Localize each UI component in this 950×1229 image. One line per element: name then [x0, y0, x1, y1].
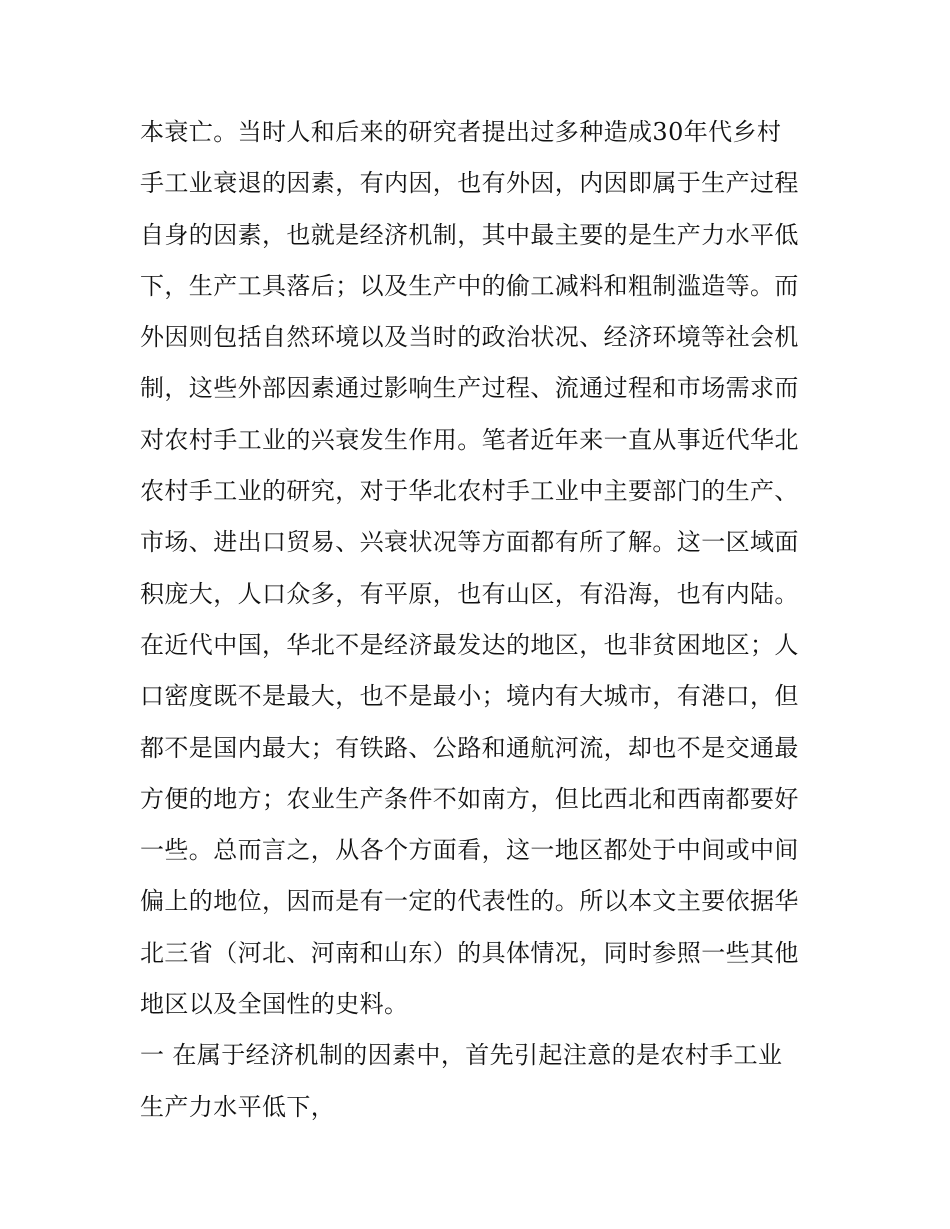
section-heading-line: 一 在属于经济机制的因素中，首先引起注意的是农村手工业: [140, 1041, 783, 1070]
text-line: 在近代中国，华北不是经济最发达的地区，也非贫困地区；人: [140, 630, 799, 659]
text-line: 都不是国内最大；有铁路、公路和通航河流，却也不是交通最: [140, 733, 799, 762]
text-line: 下，生产工具落后；以及生产中的偷工减料和粗制滥造等。而: [140, 271, 799, 300]
text-line: 制，这些外部因素通过影响生产过程、流通过程和市场需求而: [140, 374, 799, 403]
text-line: 农村手工业的研究，对于华北农村手工业中主要部门的生产、: [140, 477, 799, 506]
text-line: 外因则包括自然环境以及当时的政治状况、经济环境等社会机: [140, 323, 799, 352]
text-line: 地区以及全国性的史料。: [140, 990, 409, 1019]
text-line: 对农村手工业的兴衰发生作用。笔者近年来一直从事近代华北: [140, 425, 799, 454]
text-line: 本衰亡。当时人和后来的研究者提出过多种造成30年代乡村: [140, 118, 782, 146]
text-line: 方便的地方；农业生产条件不如南方，但比西北和西南都要好: [140, 784, 799, 813]
text-line: 生产力水平低下，: [140, 1092, 336, 1121]
text-line: 自身的因素，也就是经济机制，其中最主要的是生产力水平低: [140, 220, 799, 249]
text-line: 市场、进出口贸易、兴衰状况等方面都有所了解。这一区域面: [140, 528, 799, 557]
text-line: 偏上的地位，因而是有一定的代表性的。所以本文主要依据华: [140, 887, 799, 916]
text-line: 一些。总而言之，从各个方面看，这一地区都处于中间或中间: [140, 836, 799, 865]
text-line: 北三省（河北、河南和山东）的具体情况，同时参照一些其他: [140, 938, 799, 967]
text-line: 口密度既不是最大，也不是最小；境内有大城市，有港口，但: [140, 682, 799, 711]
text-line: 积庞大，人口众多，有平原，也有山区，有沿海，也有内陆。: [140, 579, 799, 608]
body-text: [140, 107, 830, 1133]
text-line: 手工业衰退的因素，有内因，也有外因，内因即属于生产过程: [140, 169, 799, 198]
